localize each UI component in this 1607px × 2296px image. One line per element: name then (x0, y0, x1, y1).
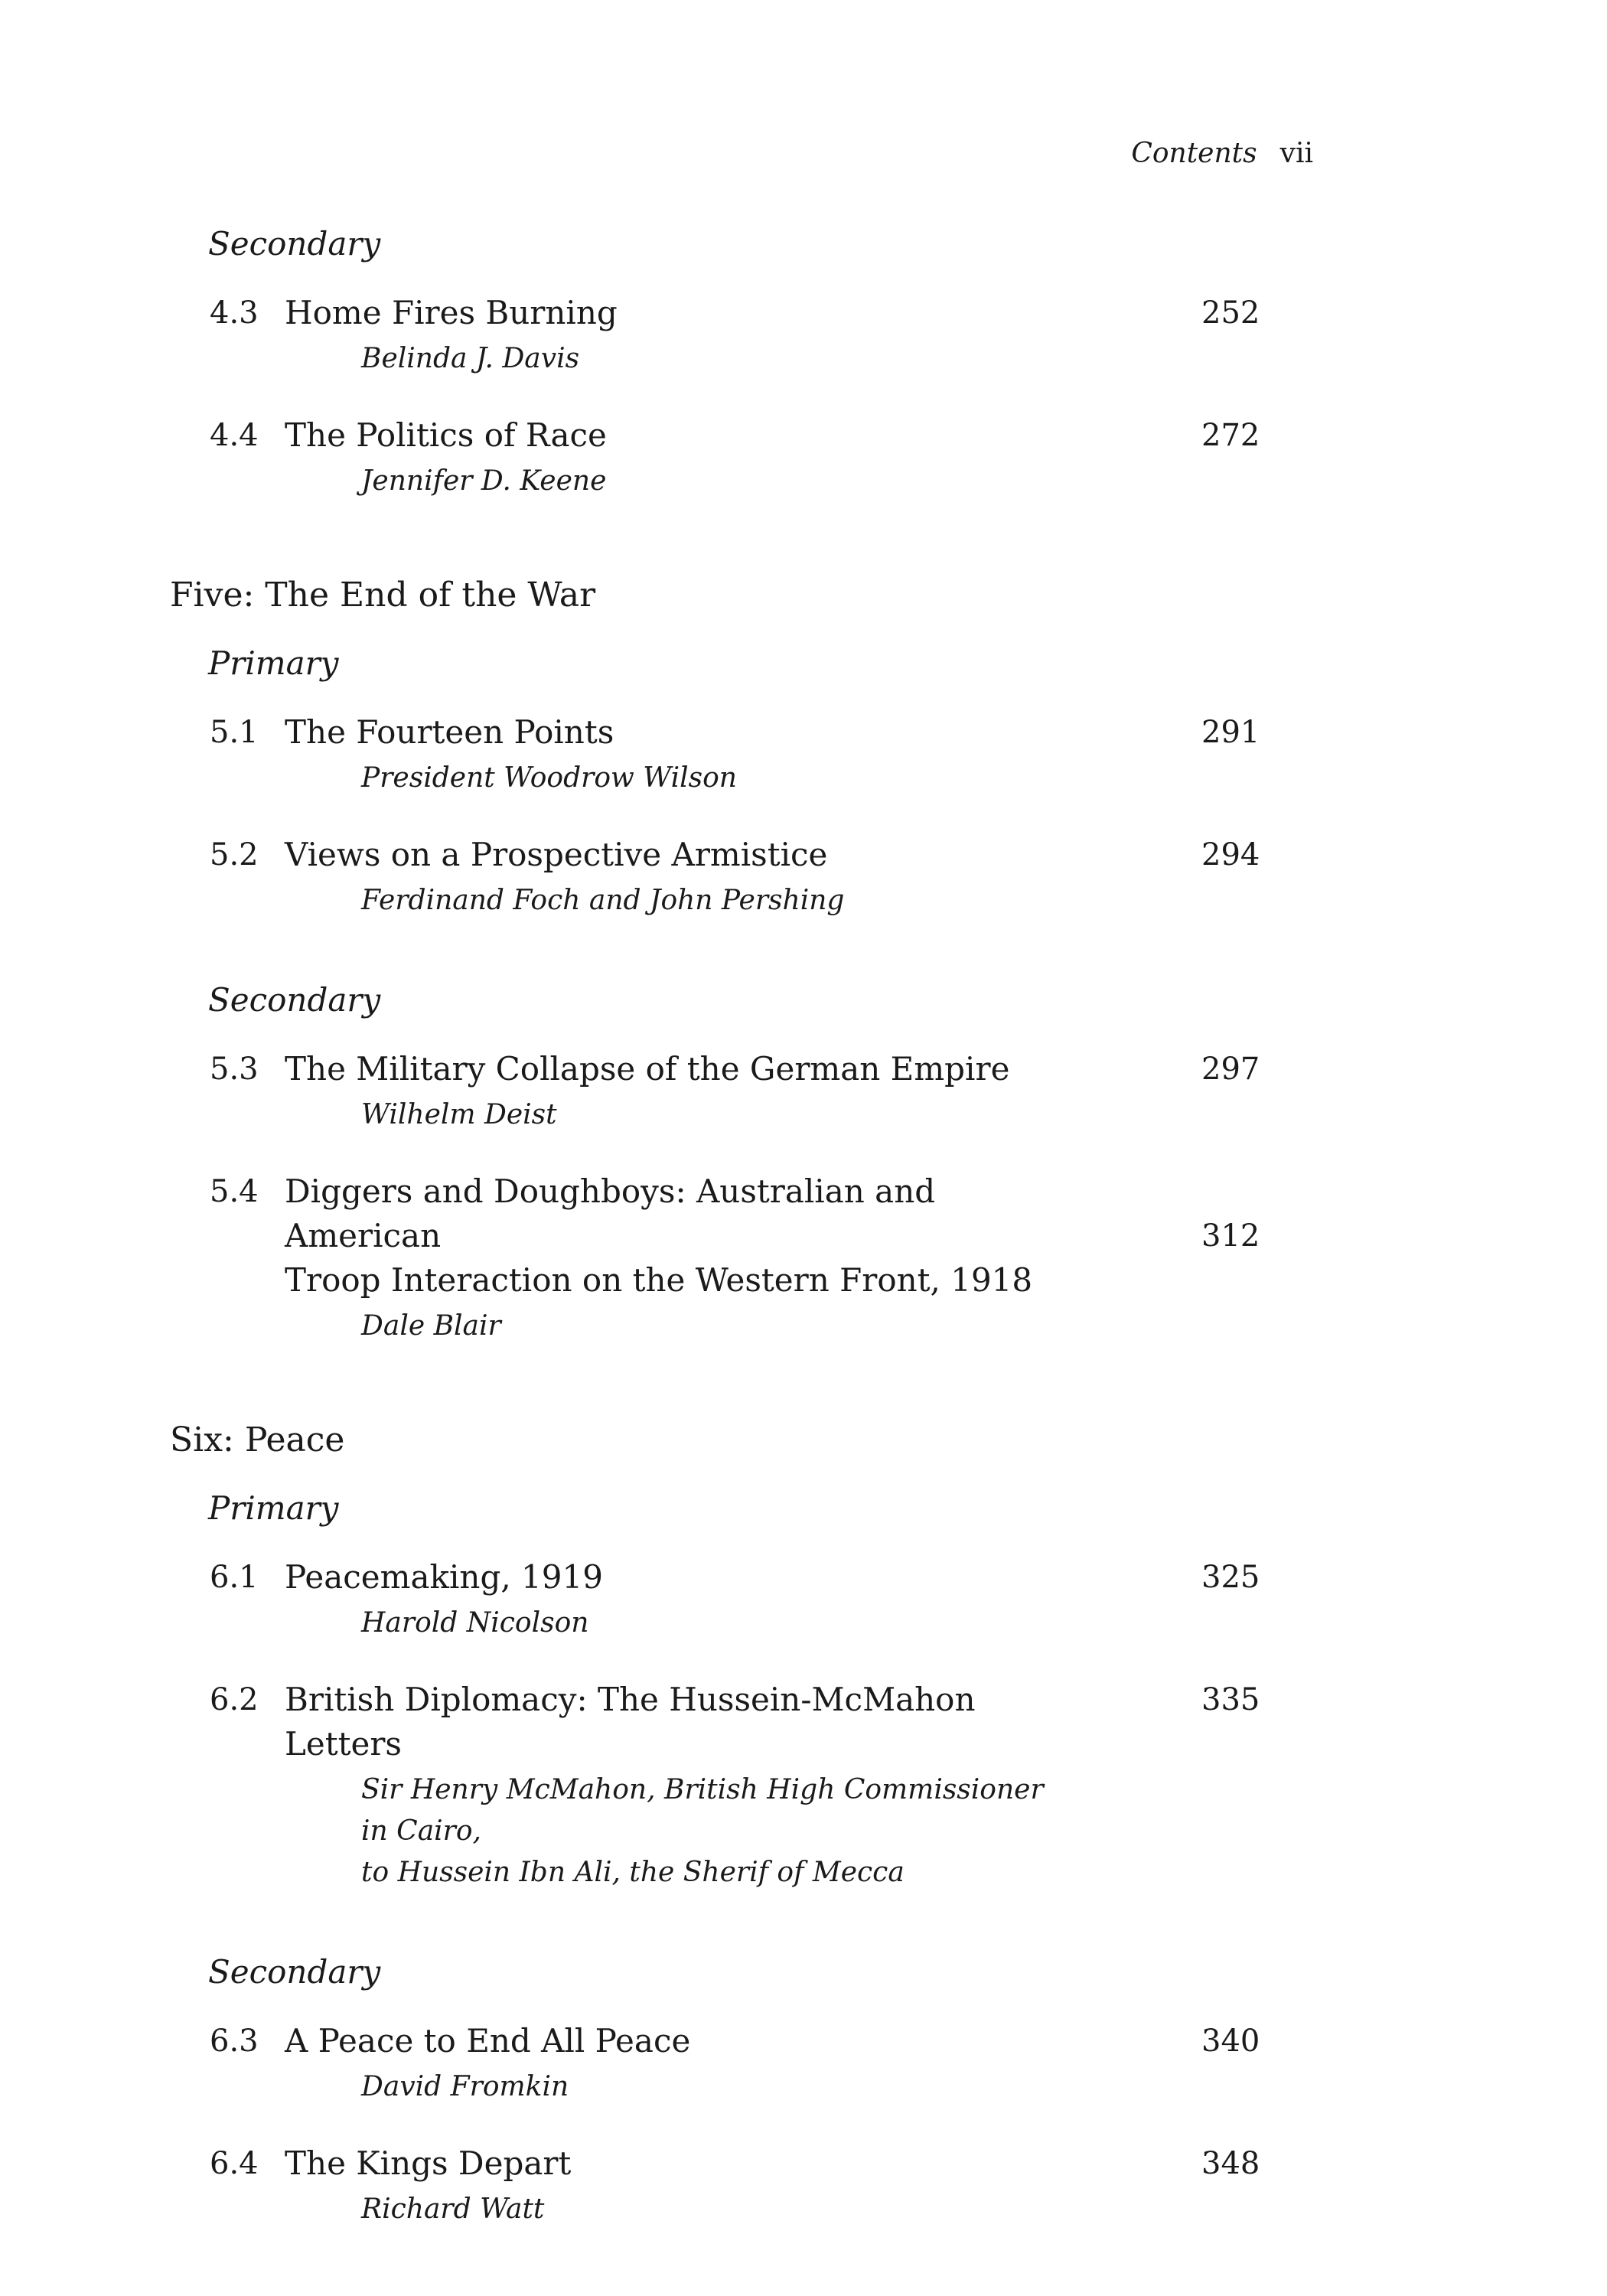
toc-entry[interactable] (170, 1169, 1318, 1347)
entry-number: 4.3 (210, 295, 259, 331)
entry-page-number: 335 (1201, 1682, 1260, 1717)
entry-title: The Fourteen Points (285, 713, 614, 751)
entry-author: Richard Watt (361, 2193, 545, 2225)
toc-entry[interactable] (170, 291, 1318, 380)
entry-title: Views on a Prospective Armistice (285, 836, 828, 873)
entry-title: Home Fires Burning (285, 294, 618, 331)
group-label: Secondary (208, 1953, 381, 1991)
entry-body (285, 1678, 1050, 1893)
entry-page-number: 325 (1201, 1560, 1260, 1595)
entry-title: The Kings Depart (285, 2144, 572, 2182)
toc-entry[interactable] (170, 1678, 1318, 1893)
entry-number: 6.1 (210, 1560, 259, 1595)
entry-body (285, 2019, 1050, 2108)
toc-entry[interactable] (170, 833, 1318, 921)
entry-body (285, 710, 1050, 799)
entry-title: The Politics of Race (285, 416, 607, 454)
entry-title: The Military Collapse of the German Empire (285, 1050, 1010, 1088)
group-label: Secondary (208, 981, 381, 1019)
entry-number: 6.4 (210, 2146, 259, 2181)
toc-entry[interactable] (170, 1555, 1318, 1644)
entry-author-line: Sir Henry McMahon, British High Commissioner in Cairo, (361, 1774, 1044, 1847)
entry-author: Dale Blair (361, 1310, 501, 1342)
entry-body (285, 413, 1050, 502)
entry-page-number: 291 (1201, 715, 1260, 750)
entry-author: Harold Nicolson (361, 1607, 589, 1639)
toc-entry[interactable] (170, 413, 1318, 502)
entry-title: British Diplomacy: The Hussein-McMahon Letters (285, 1681, 976, 1763)
entry-number: 6.2 (210, 1682, 259, 1717)
entry-author: David Fromkin (361, 2071, 569, 2102)
entry-number: 5.3 (210, 1052, 259, 1087)
entry-page-number: 297 (1201, 1052, 1260, 1087)
toc-entry[interactable] (170, 2141, 1318, 2230)
entry-title-line: Troop Interaction on the Western Front, 1918 (285, 1261, 1033, 1299)
group-label: Secondary (208, 225, 381, 263)
entry-author: Wilhelm Deist (361, 1099, 557, 1130)
entry-number: 4.4 (210, 418, 259, 453)
entry-page-number: 272 (1201, 418, 1260, 453)
subsection-secondary (170, 981, 1318, 1347)
entry-author: Belinda J. Davis (361, 343, 580, 374)
entry-title: Peacemaking, 1919 (285, 1558, 603, 1596)
group-label: Primary (208, 644, 339, 682)
entry-author-line: to Hussein Ibn Ali, the Sherif of Mecca (361, 1857, 905, 1888)
entry-author: Ferdinand Foch and John Pershing (361, 885, 845, 916)
part-four-continued (170, 225, 1318, 502)
subsection-secondary (170, 225, 1318, 502)
part-title: Five: The End of the War (170, 576, 596, 615)
part-five (170, 576, 1318, 1347)
running-head-label: Contents (1131, 138, 1257, 169)
running-head-page-number: vii (1279, 138, 1313, 169)
entry-body (285, 1555, 1050, 1644)
part-six (170, 1420, 1318, 2230)
entry-page-number: 348 (1201, 2146, 1260, 2181)
entry-body (285, 1047, 1050, 1136)
entry-page-number: 252 (1201, 295, 1260, 331)
group-label: Primary (208, 1489, 339, 1527)
toc-entry[interactable] (170, 710, 1318, 799)
entry-page-number: 294 (1201, 837, 1260, 872)
entry-body (285, 291, 1050, 380)
entry-body (285, 1169, 1050, 1347)
subsection-primary (170, 1489, 1318, 1893)
entry-page-number: 340 (1201, 2024, 1260, 2059)
entry-author: President Woodrow Wilson (361, 762, 737, 794)
entry-number: 5.2 (210, 837, 259, 872)
entry-title: A Peace to End All Peace (285, 2022, 691, 2060)
table-of-contents (170, 225, 1318, 2230)
entry-body (285, 833, 1050, 921)
entry-author: Jennifer D. Keene (361, 465, 607, 497)
entry-number: 5.4 (210, 1174, 259, 1209)
entry-body (285, 2141, 1050, 2230)
subsection-secondary (170, 1953, 1318, 2230)
entry-number: 5.1 (210, 715, 259, 750)
part-title: Six: Peace (170, 1420, 345, 1459)
running-head (1131, 138, 1313, 169)
entry-number: 6.3 (210, 2024, 259, 2059)
entry-page-number: 312 (1201, 1218, 1260, 1254)
toc-entry[interactable] (170, 1047, 1318, 1136)
toc-entry[interactable] (170, 2019, 1318, 2108)
entry-title-line: Diggers and Doughboys: Australian and American (285, 1172, 936, 1254)
subsection-primary (170, 644, 1318, 921)
